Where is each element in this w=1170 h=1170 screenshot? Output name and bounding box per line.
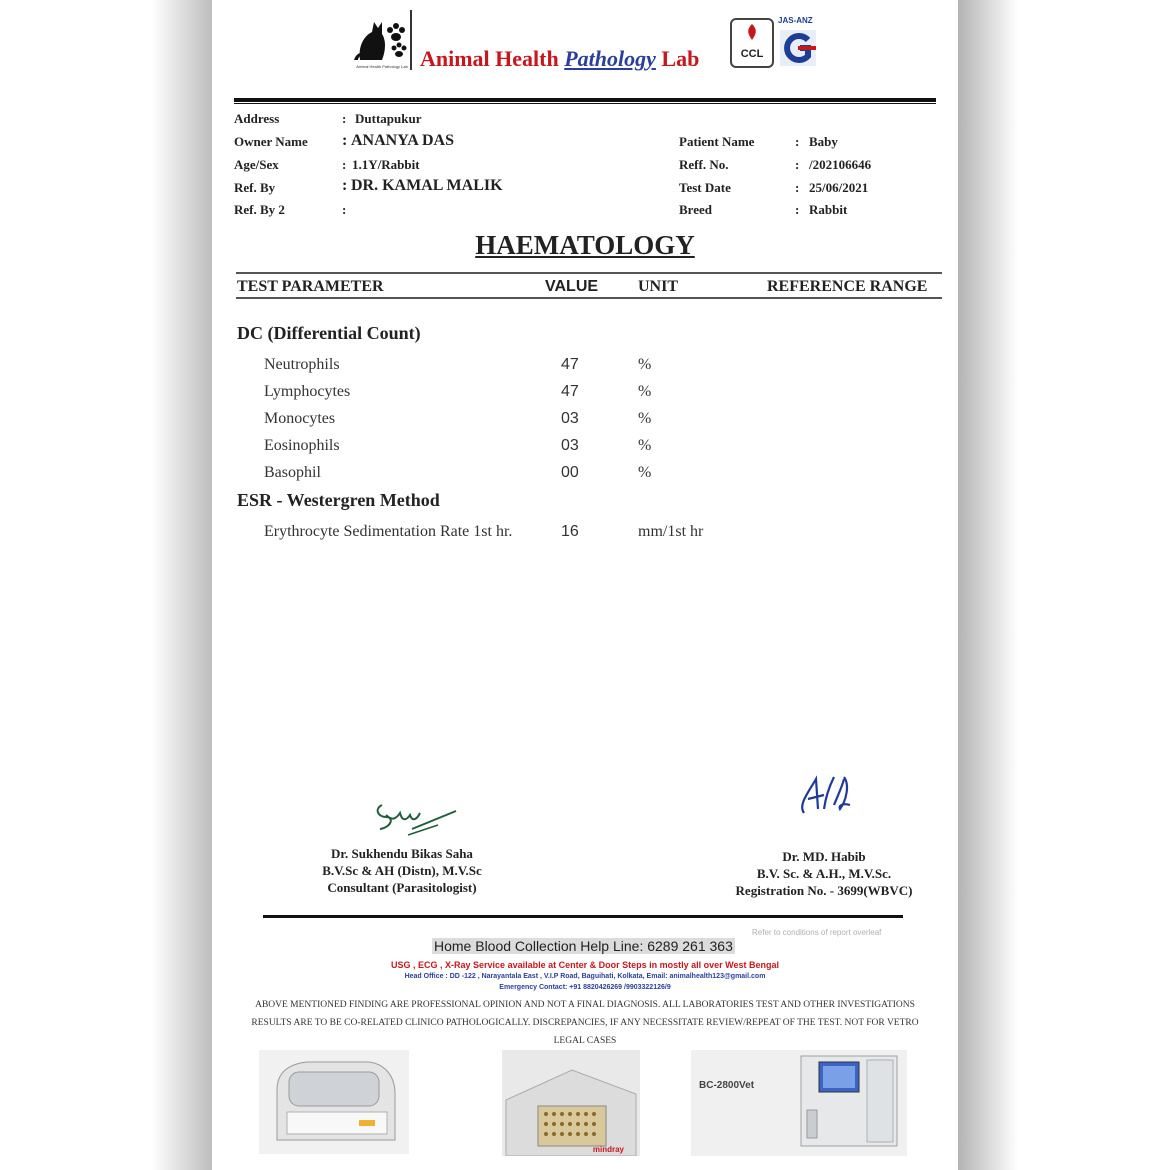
report-title-text: HAEMATOLOGY [475, 230, 695, 260]
test-date-value: 25/06/2021 [809, 180, 869, 195]
microplate-reader-image [502, 1050, 640, 1156]
jas-anz-certification-logo [778, 18, 818, 70]
doctor-name: Dr. Sukhendu Bikas Saha [331, 846, 473, 861]
report-title [212, 230, 958, 261]
test-value: 03 [561, 410, 579, 427]
doctor-right [724, 848, 924, 899]
patient-name-value: Baby [809, 134, 838, 149]
faint-note: Refer to conditions of report overleaf [752, 928, 882, 937]
lab-name [420, 46, 699, 72]
table-header-rule-top [236, 272, 942, 274]
dog-cat-icon [352, 10, 412, 72]
test-name: Neutrophils [264, 356, 340, 373]
refby-value: DR. KAMAL MALIK [351, 177, 503, 194]
colon: : [342, 202, 347, 217]
test-name: Monocytes [264, 410, 336, 427]
logo-divider [410, 10, 412, 70]
section-title: ESR - Westergren Method [237, 490, 440, 510]
hematology-analyzer-image [691, 1050, 907, 1156]
col-reference-range: REFERENCE RANGE [767, 278, 928, 295]
test-value: 00 [561, 464, 579, 481]
address-value: Duttapukur [355, 111, 422, 126]
colon: : [342, 132, 348, 149]
colon: : [342, 111, 347, 126]
colon: : [795, 180, 800, 195]
colon: : [795, 134, 800, 149]
colon: : [342, 157, 347, 172]
colon: : [342, 177, 348, 194]
hematology-analyzer-graphic [691, 1050, 907, 1156]
test-name: Eosinophils [264, 437, 340, 454]
emergency-contact: Emergency Contact: +91 8820426269 /9903322126/9 [499, 984, 671, 991]
breed-value: Rabbit [809, 202, 848, 217]
report-sheet [212, 0, 958, 1170]
test-name: Lymphocytes [264, 383, 351, 400]
owner-label: Owner Name [234, 134, 308, 149]
agesex-value: 1.1Y/Rabbit [352, 157, 420, 172]
col-value: VALUE [545, 278, 599, 295]
head-office-line: Head Office : DD -122 , Narayantala East , V.I.P Road, Baguihati, Kolkata, Email: animalhealth123@gmail.com [404, 973, 766, 980]
jas-anz-label: JAS-ANZ [778, 16, 813, 25]
reff-no-label: Reff. No. [679, 157, 729, 172]
section-title: DC (Differential Count) [237, 323, 421, 343]
doctor-registration: Registration No. - 3699(WBVC) [735, 883, 913, 898]
doctor-degree: B.V.Sc & AH (Distn), M.V.Sc [322, 863, 482, 878]
lab-name-part2: Pathology [564, 46, 656, 71]
page-shadow-left [152, 0, 212, 1170]
ccl-certification-logo [730, 18, 774, 68]
test-unit: % [638, 356, 652, 373]
reff-no-value: /202106646 [809, 157, 872, 172]
colon: : [795, 157, 800, 172]
page-shadow-right [958, 0, 1018, 1170]
flame-icon [732, 20, 772, 46]
test-unit: mm/1st hr [638, 523, 704, 540]
test-value: 03 [561, 437, 579, 454]
refby2-label: Ref. By 2 [234, 202, 285, 217]
refby-label: Ref. By [234, 180, 276, 195]
machine2-brand: mindray [592, 1145, 624, 1154]
test-unit: % [638, 383, 652, 400]
col-unit: UNIT [638, 278, 679, 295]
doctor-role: Consultant (Parasitologist) [327, 880, 477, 895]
colon: : [795, 202, 800, 217]
test-name: Basophil [264, 464, 321, 481]
agesex-label: Age/Sex [234, 157, 279, 172]
header-rule-thin [234, 103, 936, 104]
helpline: Home Blood Collection Help Line: 6289 261 363 [434, 938, 733, 954]
test-unit: % [638, 410, 652, 427]
lab-logo [352, 10, 412, 72]
ccl-label: CCL [740, 48, 764, 60]
services-line: USG , ECG , X-Ray Service available at Center & Door Steps in mostly all over West Bengal [391, 960, 779, 970]
signature-left [368, 795, 458, 839]
address-label: Address [234, 111, 280, 126]
test-name: Erythrocyte Sedimentation Rate 1st hr. [264, 523, 513, 540]
patient-name-label: Patient Name [679, 134, 755, 149]
machine3-label: BC-2800Vet [699, 1080, 755, 1091]
footer-rule [263, 915, 903, 918]
signature-right [784, 765, 864, 823]
test-unit: % [638, 464, 652, 481]
header-rule [234, 98, 936, 102]
lab-name-part3: Lab [661, 46, 700, 71]
doctor-degree: B.V. Sc. & A.H., M.V.Sc. [756, 866, 892, 881]
test-value: 16 [561, 523, 579, 540]
logo-caption: Animal Health Pathology Lab [356, 64, 408, 69]
col-test-parameter: TEST PARAMETER [237, 278, 384, 295]
table-header-rule-bottom [236, 297, 942, 299]
biochemistry-analyzer-image [259, 1050, 409, 1154]
test-date-label: Test Date [679, 180, 731, 195]
doctor-left [309, 845, 495, 896]
breed-label: Breed [679, 202, 712, 217]
doctor-name: Dr. MD. Habib [782, 849, 866, 864]
disclaimer: ABOVE MENTIONED FINDING ARE PROFESSIONAL OPINION AND NOT A FINAL DIAGNOSIS. ALL LABORATORIES TEST AND OTHER INVESTIGATIONS RESULTS ARE TO BE CO-RELATED CLINICO PATHOLOGICALLY. DISCREPANCIES, IF ANY NECESSITATE REVIEW/REPEAT OF THE TEST. NOT FOR VETRO LEGAL CASES [251, 1000, 919, 1046]
test-value: 47 [561, 383, 579, 400]
jas-anz-mark-icon [778, 28, 818, 72]
test-unit: % [638, 437, 652, 454]
lab-name-part1: Animal Health [420, 46, 559, 71]
test-value: 47 [561, 356, 579, 373]
owner-value: ANANYA DAS [351, 132, 454, 149]
